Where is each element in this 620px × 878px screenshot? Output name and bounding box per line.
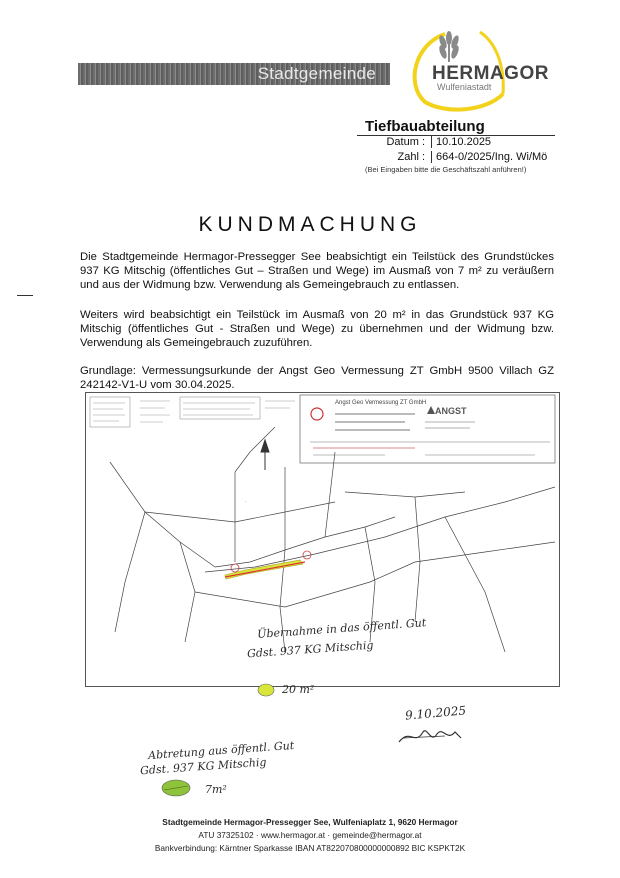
yellow-marker-icon	[257, 683, 275, 697]
reference-label: Zahl :	[397, 151, 425, 163]
municipality-band-text: Stadtgemeinde	[257, 64, 376, 83]
footer-contact: ATU 37325102 · www.hermagor.at · gemeinde@hermagor.at	[198, 830, 422, 840]
reference-note: (Bei Eingaben bitte die Geschäftszahl anführen!)	[365, 165, 527, 174]
svg-text:.: .	[245, 498, 247, 504]
municipality-band	[78, 63, 390, 85]
handwritten-left-note-2: Gdst. 937 KG Mitschig	[139, 755, 267, 778]
date-label: Datum :	[386, 136, 425, 148]
footer-address: Stadtgemeinde Hermagor-Pressegger See, Wulfeniaplatz 1, 9620 Hermagor	[162, 817, 458, 827]
green-marker-icon	[160, 778, 194, 798]
reference-box	[357, 135, 555, 165]
logo-subtitle: Wulfeniastadt	[437, 82, 492, 92]
wheat-icon	[438, 31, 460, 62]
handwritten-left-note-1: Abtretung aus öffentl. Gut	[147, 738, 295, 763]
handwritten-plan-note-1: Übernahme in das öffentl. Gut	[256, 616, 427, 641]
reference-row	[357, 150, 555, 165]
signature	[395, 724, 465, 748]
handwritten-date: 9.10.2025	[404, 703, 467, 723]
handwritten-area-7: 7m²	[205, 783, 227, 796]
notice-title: KUNDMACHUNG	[198, 213, 422, 236]
handwritten-area-20: 20 m²	[282, 683, 315, 696]
paragraph-basis: Grundlage: Vermessungsurkunde der Angst Geo Vermessung ZT GmbH 9500 Villach GZ 242142-V1-U vom 30.04.2025.	[80, 365, 554, 392]
footer-bank: Bankverbindung: Kärntner Sparkasse IBAN AT822070800000000892 BIC KSPKT2K	[154, 843, 466, 853]
reference-value: 664-0/2025/Ing. Wi/Mö	[431, 151, 547, 163]
paragraph-sale: Die Stadtgemeinde Hermagor-Pressegger See beabsichtigt ein Teilstück des Grundstückes 937 KG Mitschig (öffentliches Gut – Straßen und Wege) im Ausmaß von 7 m² zu veräußern und aus der Widmung bzw. Verwendung als Gemeingebrauch zu entlassen.	[80, 251, 554, 292]
margin-mark	[17, 295, 33, 296]
surveyor-logo: ANGST	[435, 406, 467, 416]
logo-name: HERMAGOR	[432, 63, 549, 84]
date-row	[357, 135, 555, 150]
date-value: 10.10.2025	[431, 136, 491, 148]
surveyor-name: Angst Geo Vermessung ZT GmbH	[335, 400, 427, 406]
department-title: Tiefbauabteilung	[365, 118, 485, 135]
handwritten-plan-note-2: Gdst. 937 KG Mitschig	[246, 638, 374, 661]
parcel-numbers	[245, 498, 246, 504]
paragraph-acquisition: Weiters wird beabsichtigt ein Teilstück im Ausmaß von 20 m² in das Grundstück 937 KG Mitschig (öffentliches Gut - Straßen und Wege) zu übernehmen und der Widmung bzw. Verwendung als Gemeingebrauch zuzuführen.	[80, 309, 554, 350]
